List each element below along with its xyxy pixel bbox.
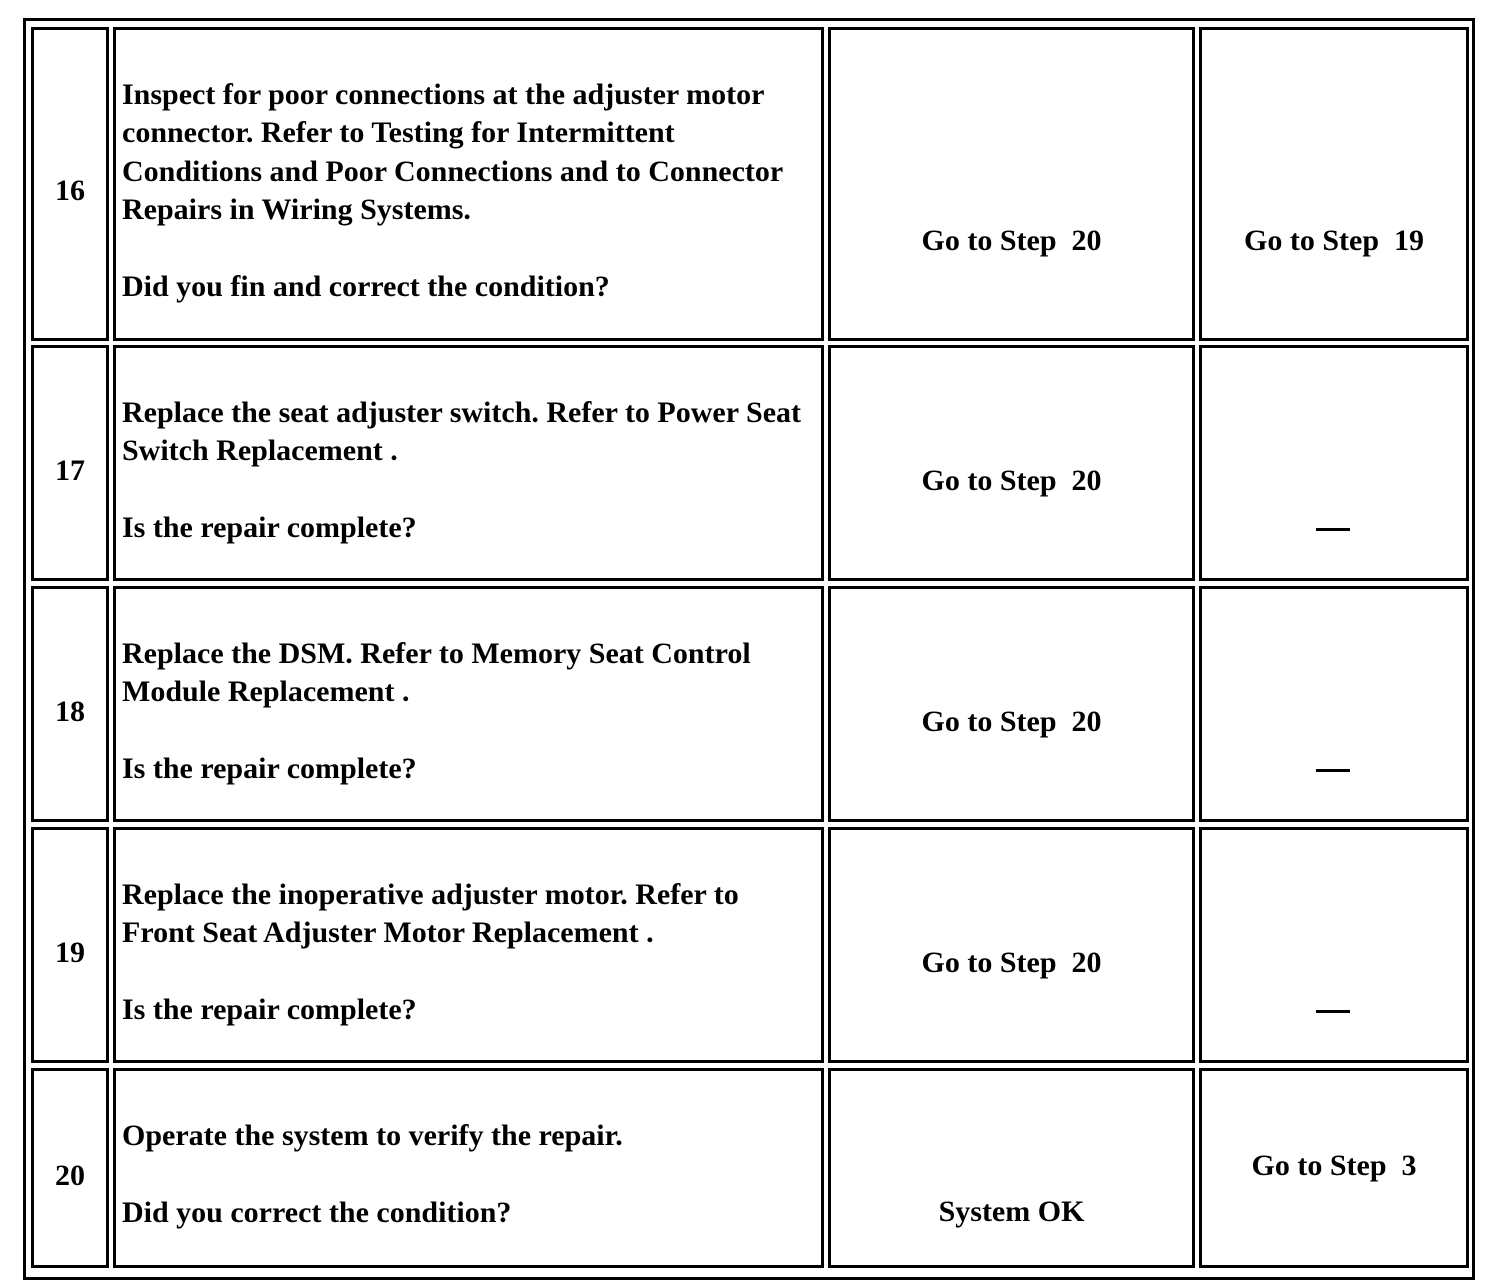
action-text: Replace the inoperative adjuster motor. Refer to Front Seat Adjuster Motor Replacement .	[122, 878, 739, 950]
action-cell	[113, 827, 824, 1063]
no-cell	[1199, 1068, 1469, 1268]
step-cell	[31, 345, 109, 581]
no-result	[1316, 1010, 1350, 1013]
yes-cell	[828, 1068, 1195, 1268]
diagnostic-table	[23, 18, 1475, 1280]
yes-result: Go to Step 20	[921, 224, 1102, 257]
yes-result: Go to Step 20	[921, 705, 1102, 738]
action-text: Inspect for poor connections at the adjuster motor connector. Refer to Testing for Intermittent Conditions and Poor Connections and to Connector Repairs in Wiring Systems.	[122, 78, 783, 227]
step-number: 19	[55, 936, 85, 969]
yes-result: Go to Step 20	[921, 464, 1102, 497]
yes-result: System OK	[938, 1195, 1085, 1228]
action-cell	[113, 586, 824, 822]
step-number: 17	[55, 454, 85, 487]
step-cell	[31, 1068, 109, 1268]
no-result: Go to Step 19	[1244, 224, 1424, 257]
action-text: Replace the seat adjuster switch. Refer to Power Seat Switch Replacement .	[122, 396, 801, 468]
yes-cell	[828, 345, 1195, 581]
step-cell	[31, 27, 109, 341]
yes-result: Go to Step 20	[921, 946, 1102, 979]
no-cell	[1199, 27, 1469, 341]
no-cell	[1199, 345, 1469, 581]
step-cell	[31, 586, 109, 822]
question-text: Is the repair complete?	[122, 511, 417, 545]
no-result: Go to Step 3	[1251, 1149, 1417, 1182]
no-result	[1316, 769, 1350, 772]
yes-cell	[828, 586, 1195, 822]
question-text: Is the repair complete?	[122, 993, 417, 1027]
step-number: 18	[55, 695, 85, 728]
question-text: Did you fin and correct the condition?	[122, 270, 610, 304]
action-text: Operate the system to verify the repair.	[122, 1119, 623, 1152]
yes-cell	[828, 27, 1195, 341]
no-cell	[1199, 586, 1469, 822]
yes-cell	[828, 827, 1195, 1063]
question-text: Did you correct the condition?	[122, 1195, 512, 1229]
question-text: Is the repair complete?	[122, 752, 417, 786]
step-number: 16	[55, 174, 85, 207]
action-text: Replace the DSM. Refer to Memory Seat Control Module Replacement .	[122, 637, 751, 709]
step-cell	[31, 827, 109, 1063]
action-cell	[113, 345, 824, 581]
no-cell	[1199, 827, 1469, 1063]
action-cell	[113, 1068, 824, 1268]
action-cell	[113, 27, 824, 341]
step-number: 20	[55, 1159, 85, 1192]
no-result	[1316, 528, 1350, 531]
